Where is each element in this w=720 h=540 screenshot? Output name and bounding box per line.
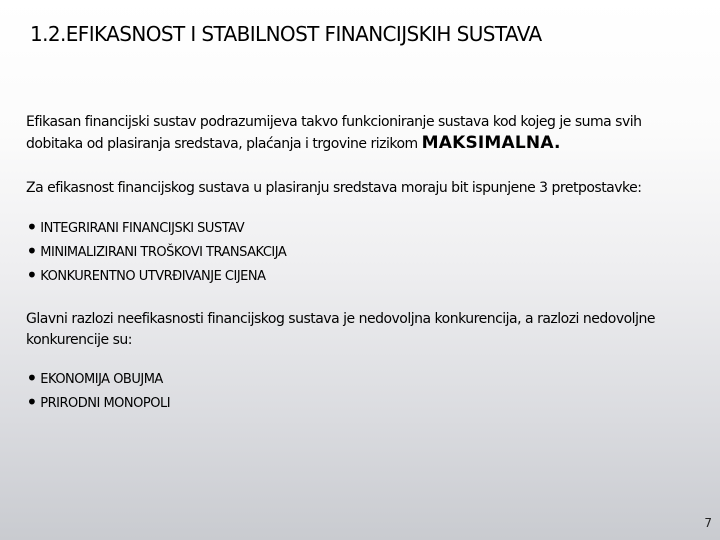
- intro-emphasis: MAKSIMALNA.: [421, 133, 561, 153]
- list-item-text: EKONOMIJA OBUJMA: [40, 372, 163, 387]
- bullet-icon: •: [26, 390, 38, 414]
- bullet-icon: •: [26, 366, 38, 390]
- list-item-text: KONKURENTNO UTVRĐIVANJE CIJENA: [40, 269, 266, 284]
- list-item: [26, 265, 286, 289]
- list-item: [26, 241, 286, 265]
- page-number: 7: [704, 516, 712, 530]
- list-item-text: MINIMALIZIRANI TROŠKOVI TRANSAKCIJA: [40, 245, 287, 260]
- list-item-text: PRIRODNI MONOPOLI: [40, 396, 171, 411]
- assumptions-intro: Za efikasnost financijskog sustava u plasiranju sredstava moraju bit ispunjene 3 pretpostavke:: [26, 180, 642, 196]
- intro-text: Efikasan financijski sustav podrazumijeva takvo funkcioniranje sustava kod kojeg je suma svih dobitaka od plasiranja sredstava, plaćanja i trgovine rizikom: [26, 114, 642, 152]
- slide-title: 1.2.EFIKASNOST I STABILNOST FINANCIJSKIH SUSTAVA: [30, 22, 542, 46]
- list-item: [26, 217, 286, 241]
- list-item-text: INTEGRIRANI FINANCIJSKI SUSTAV: [40, 221, 245, 236]
- list-item: [26, 392, 170, 416]
- bullet-icon: •: [26, 239, 38, 263]
- bullet-icon: •: [26, 215, 38, 239]
- assumptions-list: [26, 217, 286, 289]
- intro-paragraph: [26, 112, 696, 155]
- list-item: [26, 368, 170, 392]
- reasons-intro: Glavni razlozi neefikasnosti financijskog sustava je nedovoljna konkurencija, a razlozi nedovoljne konkurencije su:: [26, 311, 655, 348]
- reasons-list: [26, 368, 170, 416]
- bullet-icon: •: [26, 263, 38, 287]
